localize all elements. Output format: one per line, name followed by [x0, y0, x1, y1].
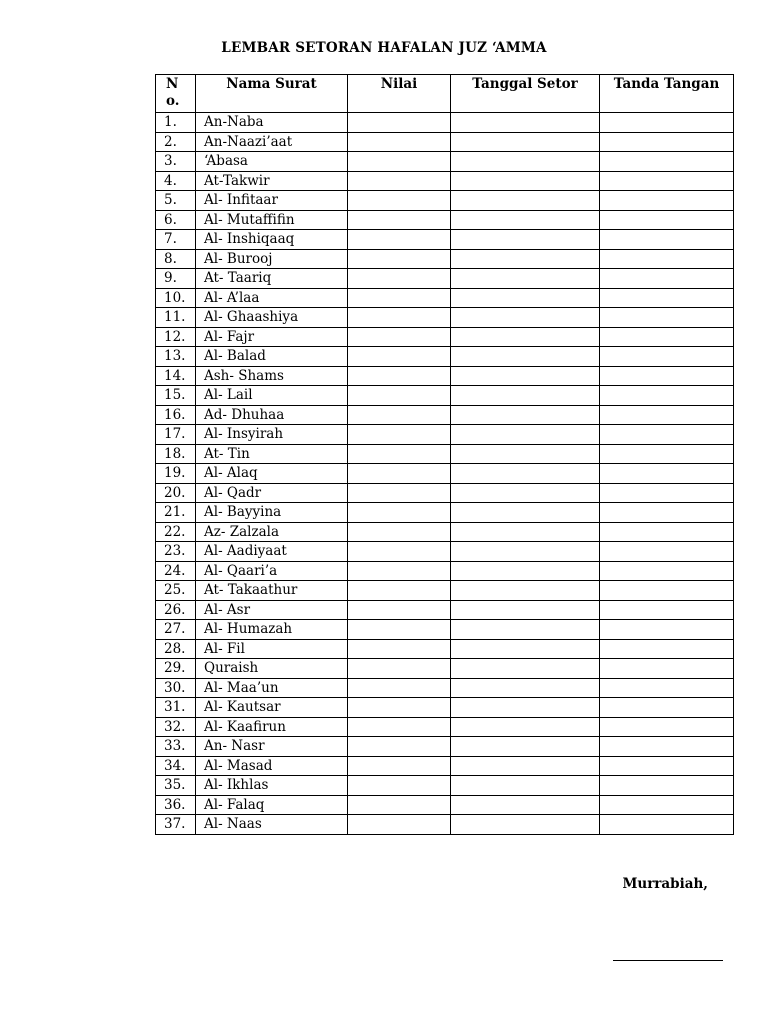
row-nama-surat: Al- Ikhlas — [196, 776, 348, 796]
row-nilai-cell[interactable] — [348, 542, 451, 562]
row-tanda-tangan-cell[interactable] — [600, 191, 734, 211]
row-number: 15. — [156, 386, 196, 406]
row-tanggal-setor-cell[interactable] — [451, 269, 600, 289]
row-tanda-tangan-cell[interactable] — [600, 483, 734, 503]
table-row — [156, 308, 734, 328]
row-number: 11. — [156, 308, 196, 328]
row-nama-surat: Al- Maa’un — [196, 678, 348, 698]
row-number: 7. — [156, 230, 196, 250]
row-tanggal-setor-cell[interactable] — [451, 620, 600, 640]
row-number: 20. — [156, 483, 196, 503]
row-number: 12. — [156, 327, 196, 347]
row-tanda-tangan-cell[interactable] — [600, 678, 734, 698]
table-row — [156, 386, 734, 406]
row-number: 9. — [156, 269, 196, 289]
row-tanda-tangan-cell[interactable] — [600, 522, 734, 542]
row-nama-surat: Al- Burooj — [196, 249, 348, 269]
row-nama-surat: Al- Infitaar — [196, 191, 348, 211]
row-tanggal-setor-cell[interactable] — [451, 308, 600, 328]
table-row — [156, 639, 734, 659]
table-row — [156, 132, 734, 152]
row-number: 22. — [156, 522, 196, 542]
row-nama-surat: An-Naba — [196, 113, 348, 133]
row-tanggal-setor-cell[interactable] — [451, 678, 600, 698]
row-number: 10. — [156, 288, 196, 308]
row-nilai-cell[interactable] — [348, 756, 451, 776]
row-nilai-cell[interactable] — [348, 464, 451, 484]
row-nilai-cell[interactable] — [348, 113, 451, 133]
table-row — [156, 191, 734, 211]
table-row — [156, 737, 734, 757]
row-tanda-tangan-cell[interactable] — [600, 464, 734, 484]
row-tanggal-setor-cell[interactable] — [451, 405, 600, 425]
row-number: 34. — [156, 756, 196, 776]
row-number: 5. — [156, 191, 196, 211]
table-row — [156, 717, 734, 737]
table-row — [156, 425, 734, 445]
row-tanggal-setor-cell[interactable] — [451, 776, 600, 796]
row-nilai-cell[interactable] — [348, 698, 451, 718]
row-nama-surat: Al- Falaq — [196, 795, 348, 815]
row-tanda-tangan-cell[interactable] — [600, 347, 734, 367]
row-nilai-cell[interactable] — [348, 639, 451, 659]
table-row — [156, 464, 734, 484]
row-nilai-cell[interactable] — [348, 483, 451, 503]
signature-line — [613, 960, 723, 961]
row-nama-surat: Ad- Dhuhaa — [196, 405, 348, 425]
row-tanggal-setor-cell[interactable] — [451, 561, 600, 581]
table-row — [156, 152, 734, 172]
row-tanda-tangan-cell[interactable] — [600, 113, 734, 133]
row-number: 3. — [156, 152, 196, 172]
table-row — [156, 776, 734, 796]
row-tanda-tangan-cell[interactable] — [600, 288, 734, 308]
row-number: 24. — [156, 561, 196, 581]
row-tanggal-setor-cell[interactable] — [451, 698, 600, 718]
row-nilai-cell[interactable] — [348, 230, 451, 250]
row-nama-surat: Al- Lail — [196, 386, 348, 406]
row-number: 13. — [156, 347, 196, 367]
row-tanggal-setor-cell[interactable] — [451, 795, 600, 815]
table-row — [156, 522, 734, 542]
row-tanda-tangan-cell[interactable] — [600, 444, 734, 464]
row-nama-surat: An- Nasr — [196, 737, 348, 757]
table-row — [156, 230, 734, 250]
row-tanggal-setor-cell[interactable] — [451, 464, 600, 484]
table-row — [156, 620, 734, 640]
row-tanggal-setor-cell[interactable] — [451, 483, 600, 503]
table-row — [156, 561, 734, 581]
row-tanggal-setor-cell[interactable] — [451, 113, 600, 133]
header-nama-surat: Nama Surat — [196, 75, 348, 113]
row-tanda-tangan-cell[interactable] — [600, 386, 734, 406]
row-number: 26. — [156, 600, 196, 620]
row-nilai-cell[interactable] — [348, 815, 451, 835]
row-tanda-tangan-cell[interactable] — [600, 210, 734, 230]
row-nama-surat: Al- Qaari’a — [196, 561, 348, 581]
row-nama-surat: Al- Bayyina — [196, 503, 348, 523]
row-tanda-tangan-cell[interactable] — [600, 405, 734, 425]
table-row — [156, 756, 734, 776]
document-title: LEMBAR SETORAN HAFALAN JUZ ‘AMMA — [221, 40, 547, 56]
row-tanda-tangan-cell[interactable] — [600, 561, 734, 581]
row-nama-surat: At-Takwir — [196, 171, 348, 191]
row-tanggal-setor-cell[interactable] — [451, 444, 600, 464]
row-nilai-cell[interactable] — [348, 678, 451, 698]
row-nama-surat: Al- Kautsar — [196, 698, 348, 718]
row-tanda-tangan-cell[interactable] — [600, 542, 734, 562]
row-tanggal-setor-cell[interactable] — [451, 327, 600, 347]
row-tanggal-setor-cell[interactable] — [451, 249, 600, 269]
row-tanggal-setor-cell[interactable] — [451, 132, 600, 152]
row-nilai-cell[interactable] — [348, 405, 451, 425]
row-number: 30. — [156, 678, 196, 698]
table-row — [156, 678, 734, 698]
row-number: 19. — [156, 464, 196, 484]
row-nama-surat: An-Naazi’aat — [196, 132, 348, 152]
row-number: 17. — [156, 425, 196, 445]
row-tanda-tangan-cell[interactable] — [600, 600, 734, 620]
row-nilai-cell[interactable] — [348, 717, 451, 737]
row-number: 36. — [156, 795, 196, 815]
row-nilai-cell[interactable] — [348, 132, 451, 152]
row-tanda-tangan-cell[interactable] — [600, 425, 734, 445]
row-number: 27. — [156, 620, 196, 640]
row-nilai-cell[interactable] — [348, 327, 451, 347]
row-tanggal-setor-cell[interactable] — [451, 386, 600, 406]
row-nama-surat: Al- Humazah — [196, 620, 348, 640]
row-tanggal-setor-cell[interactable] — [451, 542, 600, 562]
table-row — [156, 659, 734, 679]
row-nama-surat: Quraish — [196, 659, 348, 679]
row-nilai-cell[interactable] — [348, 444, 451, 464]
row-number: 14. — [156, 366, 196, 386]
row-tanda-tangan-cell[interactable] — [600, 269, 734, 289]
table-row — [156, 503, 734, 523]
row-number: 35. — [156, 776, 196, 796]
header-no: No. — [156, 75, 196, 113]
row-number: 4. — [156, 171, 196, 191]
row-tanggal-setor-cell[interactable] — [451, 210, 600, 230]
row-tanda-tangan-cell[interactable] — [600, 327, 734, 347]
table-row — [156, 483, 734, 503]
row-nama-surat: Al- Insyirah — [196, 425, 348, 445]
row-tanda-tangan-cell[interactable] — [600, 815, 734, 835]
row-tanda-tangan-cell[interactable] — [600, 795, 734, 815]
row-nilai-cell[interactable] — [348, 620, 451, 640]
row-nilai-cell[interactable] — [348, 366, 451, 386]
row-number: 2. — [156, 132, 196, 152]
row-nama-surat: Al- Kaafirun — [196, 717, 348, 737]
row-nama-surat: Al- Fajr — [196, 327, 348, 347]
row-nama-surat: At- Tin — [196, 444, 348, 464]
table-header-row — [156, 75, 734, 113]
row-tanda-tangan-cell[interactable] — [600, 776, 734, 796]
row-tanggal-setor-cell[interactable] — [451, 815, 600, 835]
row-tanda-tangan-cell[interactable] — [600, 230, 734, 250]
row-nama-surat: Al- Naas — [196, 815, 348, 835]
row-nama-surat: Al- Aadiyaat — [196, 542, 348, 562]
row-number: 1. — [156, 113, 196, 133]
row-tanggal-setor-cell[interactable] — [451, 171, 600, 191]
row-tanggal-setor-cell[interactable] — [451, 522, 600, 542]
row-nilai-cell[interactable] — [348, 795, 451, 815]
row-nilai-cell[interactable] — [348, 600, 451, 620]
row-tanggal-setor-cell[interactable] — [451, 659, 600, 679]
row-tanggal-setor-cell[interactable] — [451, 366, 600, 386]
row-nilai-cell[interactable] — [348, 288, 451, 308]
row-tanggal-setor-cell[interactable] — [451, 737, 600, 757]
row-tanda-tangan-cell[interactable] — [600, 737, 734, 757]
row-number: 37. — [156, 815, 196, 835]
signer-label: Murrabiah, — [622, 876, 708, 892]
row-nilai-cell[interactable] — [348, 249, 451, 269]
table-row — [156, 249, 734, 269]
row-nama-surat: Ash- Shams — [196, 366, 348, 386]
table-row — [156, 269, 734, 289]
row-tanggal-setor-cell[interactable] — [451, 503, 600, 523]
table-body — [156, 113, 734, 835]
row-nilai-cell[interactable] — [348, 503, 451, 523]
row-tanda-tangan-cell[interactable] — [600, 132, 734, 152]
row-nama-surat: Al- Qadr — [196, 483, 348, 503]
row-tanggal-setor-cell[interactable] — [451, 191, 600, 211]
row-tanda-tangan-cell[interactable] — [600, 581, 734, 601]
row-nama-surat: Al- Ghaashiya — [196, 308, 348, 328]
row-number: 33. — [156, 737, 196, 757]
table-row — [156, 795, 734, 815]
table-row — [156, 210, 734, 230]
table-row — [156, 405, 734, 425]
row-nama-surat: Al- Balad — [196, 347, 348, 367]
table-row — [156, 815, 734, 835]
table-row — [156, 542, 734, 562]
row-tanda-tangan-cell[interactable] — [600, 249, 734, 269]
row-nilai-cell[interactable] — [348, 347, 451, 367]
row-nama-surat: At- Taariq — [196, 269, 348, 289]
row-nama-surat: Az- Zalzala — [196, 522, 348, 542]
row-number: 8. — [156, 249, 196, 269]
table-row — [156, 347, 734, 367]
row-tanggal-setor-cell[interactable] — [451, 152, 600, 172]
row-nama-surat: Al- Alaq — [196, 464, 348, 484]
table-row — [156, 327, 734, 347]
row-tanggal-setor-cell[interactable] — [451, 581, 600, 601]
row-nilai-cell[interactable] — [348, 386, 451, 406]
row-nilai-cell[interactable] — [348, 152, 451, 172]
row-tanggal-setor-cell[interactable] — [451, 639, 600, 659]
row-number: 21. — [156, 503, 196, 523]
row-tanggal-setor-cell[interactable] — [451, 425, 600, 445]
row-number: 28. — [156, 639, 196, 659]
header-tanggal-setor: Tanggal Setor — [451, 75, 600, 113]
row-nilai-cell[interactable] — [348, 737, 451, 757]
row-tanda-tangan-cell[interactable] — [600, 698, 734, 718]
row-nilai-cell[interactable] — [348, 191, 451, 211]
row-number: 25. — [156, 581, 196, 601]
row-nama-surat: Al- Fil — [196, 639, 348, 659]
row-nama-surat: Al- Asr — [196, 600, 348, 620]
row-nilai-cell[interactable] — [348, 425, 451, 445]
row-tanggal-setor-cell[interactable] — [451, 600, 600, 620]
row-nilai-cell[interactable] — [348, 210, 451, 230]
row-nilai-cell[interactable] — [348, 659, 451, 679]
row-tanggal-setor-cell[interactable] — [451, 230, 600, 250]
row-nilai-cell[interactable] — [348, 171, 451, 191]
row-number: 6. — [156, 210, 196, 230]
table-row — [156, 698, 734, 718]
row-nama-surat: At- Takaathur — [196, 581, 348, 601]
row-nilai-cell[interactable] — [348, 308, 451, 328]
table-row — [156, 288, 734, 308]
row-nilai-cell[interactable] — [348, 581, 451, 601]
row-tanggal-setor-cell[interactable] — [451, 756, 600, 776]
row-tanda-tangan-cell[interactable] — [600, 308, 734, 328]
row-nilai-cell[interactable] — [348, 522, 451, 542]
row-nama-surat: Al- Mutaffifin — [196, 210, 348, 230]
row-number: 31. — [156, 698, 196, 718]
row-nama-surat: ‘Abasa — [196, 152, 348, 172]
row-number: 23. — [156, 542, 196, 562]
row-tanda-tangan-cell[interactable] — [600, 171, 734, 191]
table-row — [156, 171, 734, 191]
setoran-table — [155, 74, 734, 835]
row-tanda-tangan-cell[interactable] — [600, 366, 734, 386]
row-nama-surat: Al- Inshiqaaq — [196, 230, 348, 250]
table-row — [156, 366, 734, 386]
row-tanda-tangan-cell[interactable] — [600, 620, 734, 640]
row-tanggal-setor-cell[interactable] — [451, 288, 600, 308]
row-tanda-tangan-cell[interactable] — [600, 639, 734, 659]
row-nama-surat: Al- Masad — [196, 756, 348, 776]
row-nilai-cell[interactable] — [348, 561, 451, 581]
table-row — [156, 600, 734, 620]
row-number: 18. — [156, 444, 196, 464]
row-nilai-cell[interactable] — [348, 776, 451, 796]
header-tanda-tangan: Tanda Tangan — [600, 75, 734, 113]
row-nilai-cell[interactable] — [348, 269, 451, 289]
row-nama-surat: Al- A’laa — [196, 288, 348, 308]
row-number: 29. — [156, 659, 196, 679]
table-row — [156, 581, 734, 601]
row-tanda-tangan-cell[interactable] — [600, 503, 734, 523]
table-row — [156, 444, 734, 464]
header-nilai: Nilai — [348, 75, 451, 113]
row-tanda-tangan-cell[interactable] — [600, 152, 734, 172]
row-number: 32. — [156, 717, 196, 737]
row-tanda-tangan-cell[interactable] — [600, 717, 734, 737]
row-tanggal-setor-cell[interactable] — [451, 717, 600, 737]
table-row — [156, 113, 734, 133]
row-tanda-tangan-cell[interactable] — [600, 756, 734, 776]
row-tanda-tangan-cell[interactable] — [600, 659, 734, 679]
row-number: 16. — [156, 405, 196, 425]
row-tanggal-setor-cell[interactable] — [451, 347, 600, 367]
